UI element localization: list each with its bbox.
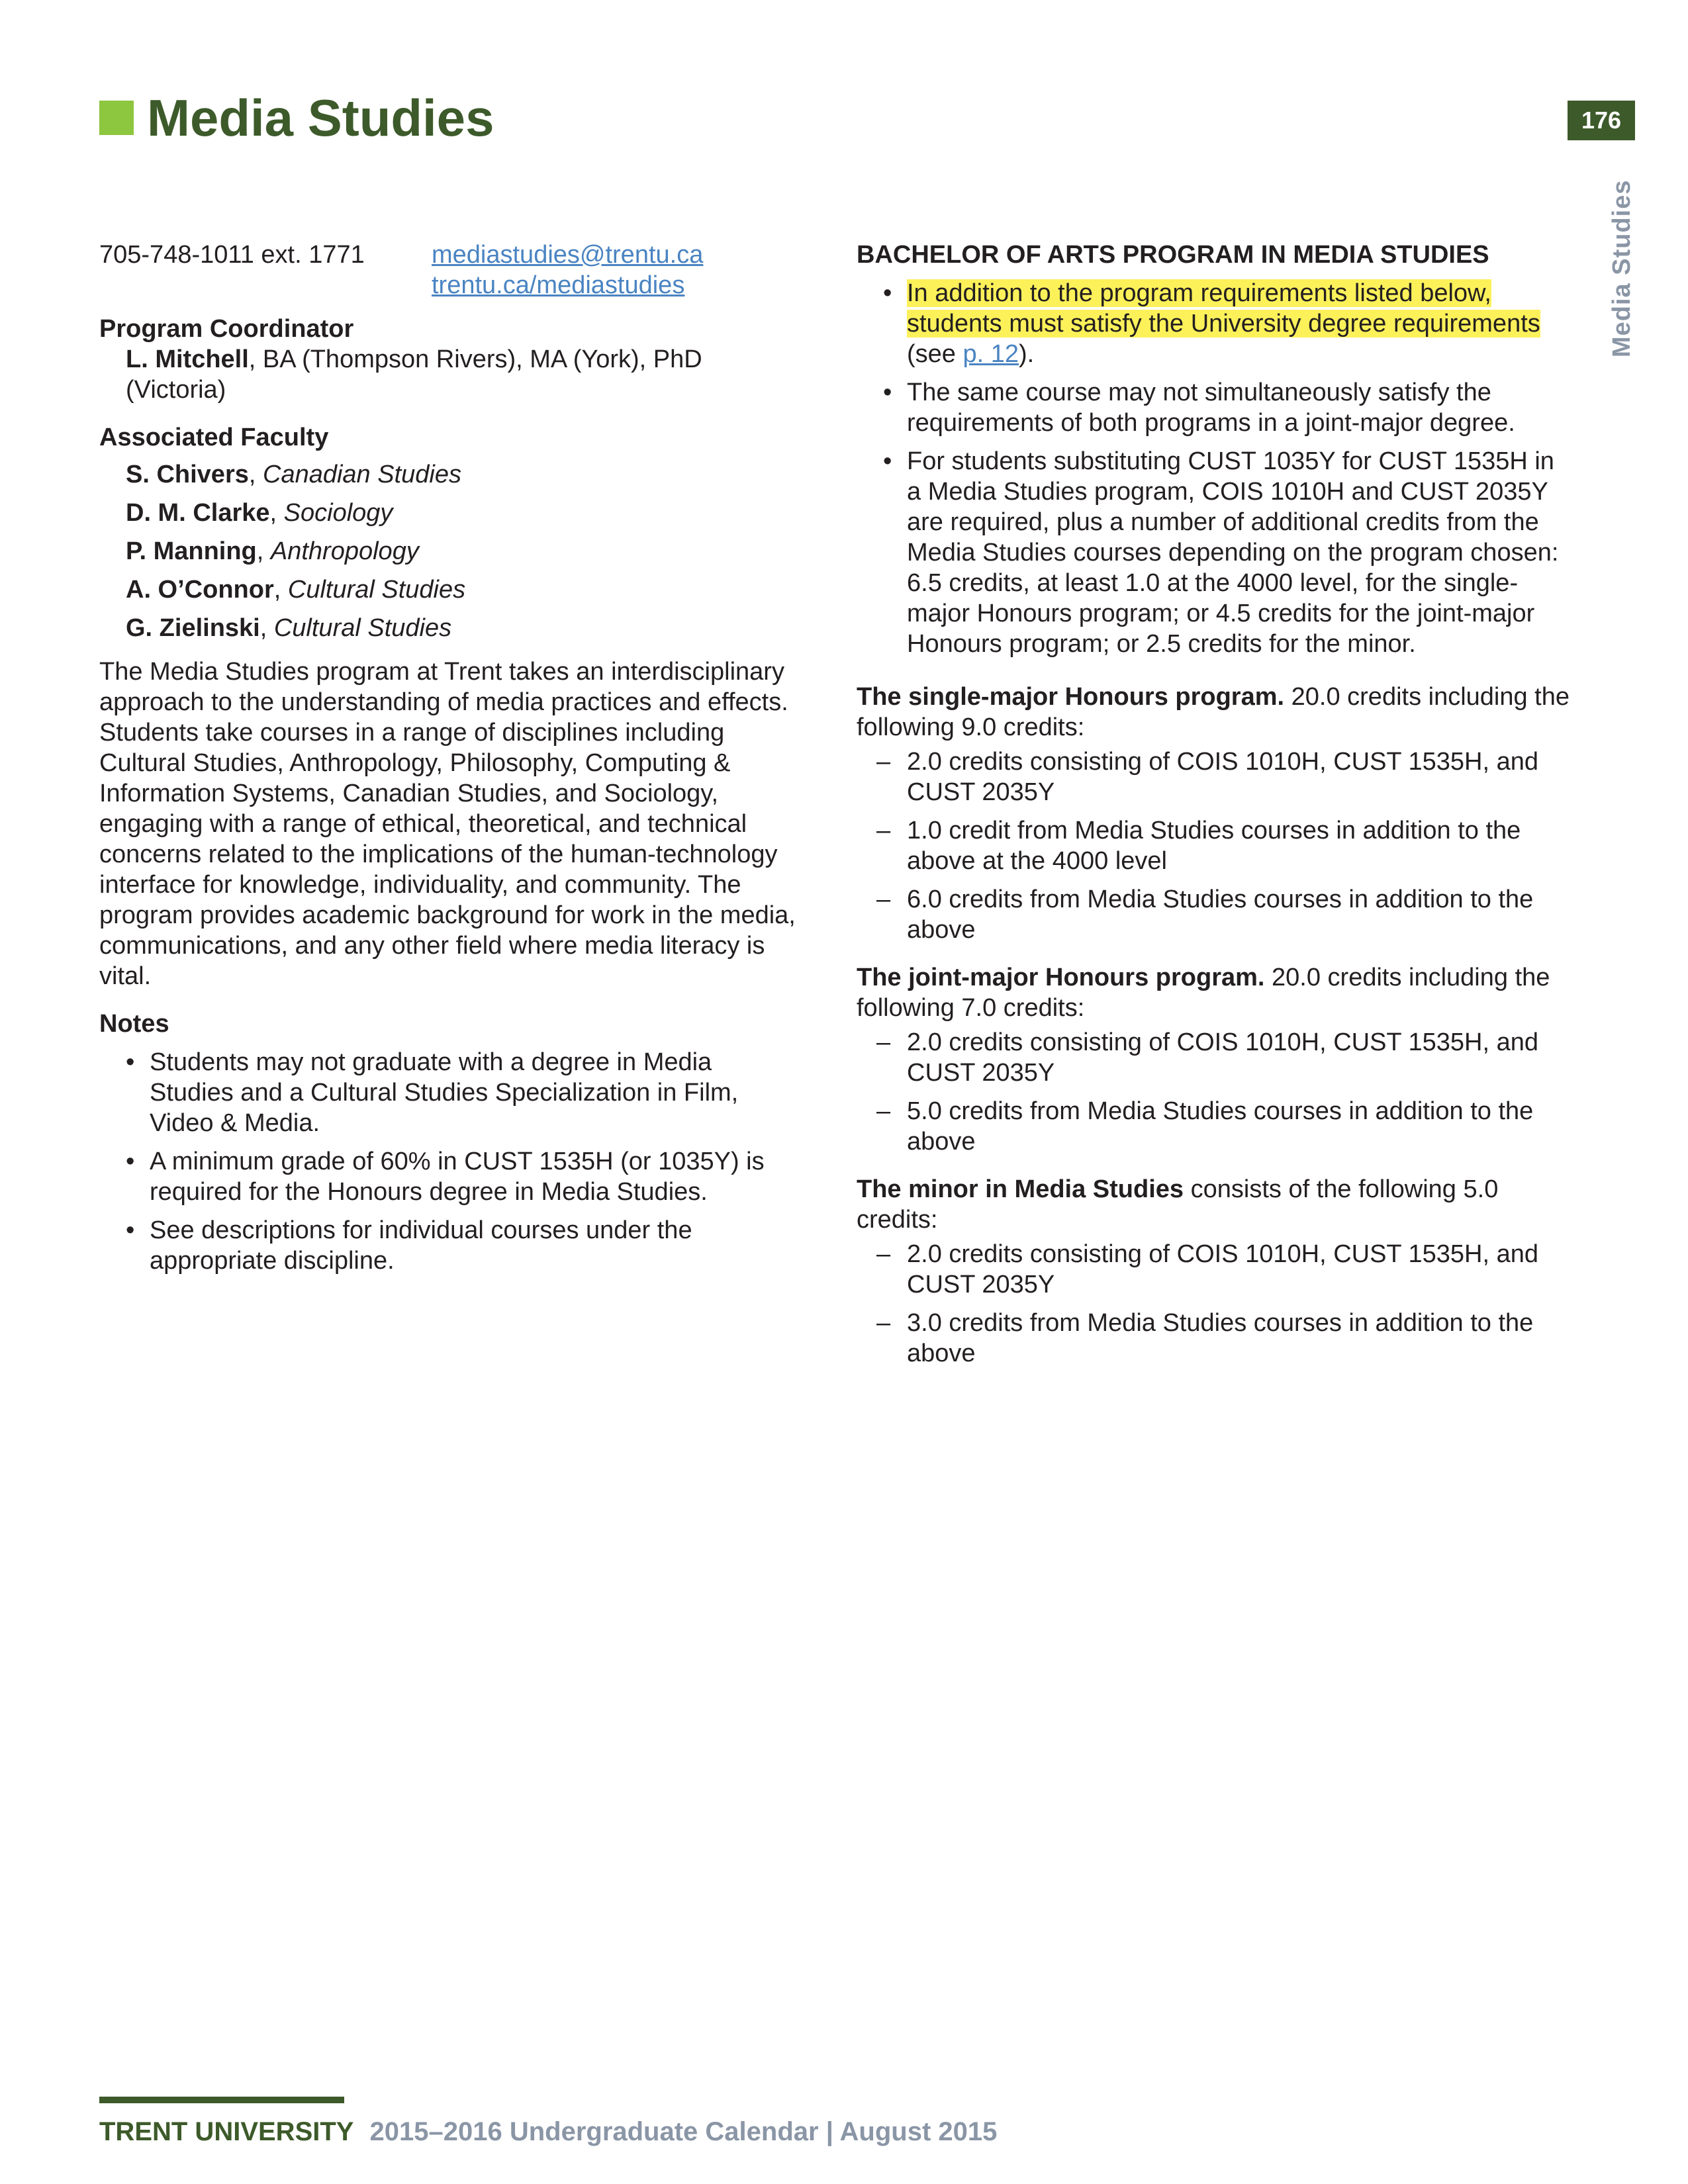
- single-major-section: [857, 682, 1571, 945]
- contact-block: [99, 240, 801, 307]
- note-text: A minimum grade of 60% in CUST 1535H (or 1035Y) is required for the Honours degree in Media Studies.: [150, 1148, 765, 1206]
- requirement-text: 6.0 credits from Media Studies courses in addition to the above: [907, 886, 1534, 944]
- coordinator-heading: Program Coordinator: [99, 315, 354, 343]
- faculty-name: P. Manning: [126, 537, 257, 565]
- ba-bullet: [857, 377, 1571, 438]
- highlighted-text: In addition to the program requirements listed below, students must satisfy the University degree requirements: [907, 279, 1540, 338]
- note-item: [99, 1215, 801, 1276]
- faculty-member: P. Manning, Anthropology: [126, 537, 419, 565]
- faculty-section: [99, 422, 801, 643]
- dash-icon: –: [876, 1240, 891, 1268]
- dash-icon: –: [876, 886, 891, 913]
- requirement-item: [857, 1096, 1571, 1157]
- note-item: [99, 1146, 801, 1207]
- dash-icon: –: [876, 748, 891, 776]
- faculty-name: A. O’Connor: [126, 576, 274, 604]
- faculty-dept: Canadian Studies: [263, 461, 461, 488]
- footer-university: TRENT UNIVERSITY: [99, 2117, 354, 2146]
- requirement-text: 2.0 credits consisting of COIS 1010H, CUST 1535H, and CUST 2035Y: [907, 1028, 1539, 1087]
- page-number-badge: 176: [1568, 101, 1635, 140]
- requirement-text: 2.0 credits consisting of COIS 1010H, CUST 1535H, and CUST 2035Y: [907, 748, 1539, 806]
- faculty-dept: Cultural Studies: [273, 614, 452, 642]
- bullet-icon: •: [883, 379, 892, 406]
- notes-heading: Notes: [99, 1010, 169, 1038]
- faculty-member: G. Zielinski, Cultural Studies: [126, 614, 452, 642]
- bullet-icon: •: [126, 1216, 135, 1244]
- faculty-dept: Sociology: [283, 499, 393, 527]
- requirement-item: [857, 815, 1571, 876]
- requirement-text: 3.0 credits from Media Studies courses in addition to the above: [907, 1309, 1534, 1367]
- coordinator-entry: [99, 344, 801, 405]
- faculty-member: D. M. Clarke, Sociology: [126, 499, 393, 527]
- side-section-label: Media Studies: [1608, 179, 1636, 357]
- ba-bullet: [857, 446, 1571, 659]
- requirement-text: 1.0 credit from Media Studies courses in addition to the above at the 4000 level: [907, 817, 1521, 875]
- joint-major-intro: [857, 962, 1571, 1023]
- note-text: See descriptions for individual courses under the appropriate discipline.: [150, 1216, 692, 1275]
- footer-calendar: 2015–2016 Undergraduate Calendar | August 2015: [369, 2117, 998, 2146]
- requirement-text: 2.0 credits consisting of COIS 1010H, CUST 1535H, and CUST 2035Y: [907, 1240, 1539, 1298]
- ba-bullet: [857, 278, 1571, 369]
- single-major-intro: [857, 682, 1571, 743]
- joint-major-section: [857, 962, 1571, 1157]
- faculty-name: S. Chivers: [126, 461, 249, 488]
- footer-rule: [99, 2097, 344, 2103]
- ba-heading: BACHELOR OF ARTS PROGRAM IN MEDIA STUDIES: [857, 241, 1489, 269]
- bullet-icon: •: [883, 279, 892, 307]
- ba-bullet-text: ).: [1019, 340, 1035, 368]
- bullet-icon: •: [126, 1148, 135, 1175]
- left-column: [99, 240, 801, 1288]
- title-square-icon: [99, 101, 134, 135]
- dash-icon: –: [876, 817, 891, 844]
- ba-requirements-list: [857, 278, 1571, 659]
- faculty-name: D. M. Clarke: [126, 499, 270, 527]
- website-link[interactable]: trentu.ca/mediastudies: [432, 271, 685, 299]
- program-title: The joint-major Honours program.: [857, 964, 1265, 991]
- note-text: Students may not graduate with a degree in Media Studies and a Cultural Studies Specialization in Film, Video & Media.: [150, 1048, 739, 1137]
- requirement-item: [857, 747, 1571, 807]
- minor-section: [857, 1174, 1571, 1369]
- coordinator-name: L. Mitchell: [126, 345, 249, 373]
- dash-icon: –: [876, 1028, 891, 1056]
- minor-intro: [857, 1174, 1571, 1235]
- intro-paragraph: The Media Studies program at Trent takes an interdisciplinary approach to the understanding of media practices and effects. Students take courses in a range of disciplines including Cultural Studies, Anthropology, Philosophy, Computing & Information Systems, Canadian Studies, and Sociology, engaging with a range of ethical, theoretical, and technical concerns related to the implications of the human-technology interface for knowledge, individuality, and community. The program provides academic background for work in the media, communications, and any other field where media literacy is vital.: [99, 658, 796, 990]
- faculty-heading: Associated Faculty: [99, 424, 329, 451]
- bullet-icon: •: [126, 1048, 135, 1076]
- coordinator-section: [99, 314, 801, 405]
- faculty-member: A. O’Connor, Cultural Studies: [126, 576, 466, 604]
- requirement-item: [857, 1027, 1571, 1088]
- ba-bullet-text: For students substituting CUST 1035Y for CUST 1535H in a Media Studies program, COIS 1010H and CUST 2035Y are required, plus a number of additional credits from the Media Studies courses depending on the program chosen: 6.5 credits, at least 1.0 at the 4000 level, for the single-major Honours program; or 4.5 credits for the joint-major Honours program; or 2.5 credits for the minor.: [907, 447, 1559, 658]
- faculty-name: G. Zielinski: [126, 614, 260, 642]
- program-title: The single-major Honours program.: [857, 683, 1285, 711]
- ba-bullet-text: The same course may not simultaneously satisfy the requirements of both programs in a joint-major degree.: [907, 379, 1515, 437]
- page-reference-link[interactable]: p. 12: [962, 340, 1019, 368]
- requirement-item: [857, 1308, 1571, 1369]
- email-link[interactable]: mediastudies@trentu.ca: [432, 241, 704, 269]
- faculty-dept: Cultural Studies: [287, 576, 466, 604]
- program-desc: 20.0 credits including the following 7.0 credits:: [857, 964, 1550, 1022]
- requirement-item: [857, 884, 1571, 945]
- phone-number: 705-748-1011 ext. 1771: [99, 241, 365, 269]
- dash-icon: –: [876, 1309, 891, 1337]
- note-item: [99, 1047, 801, 1138]
- dash-icon: –: [876, 1097, 891, 1125]
- requirement-text: 5.0 credits from Media Studies courses in addition to the above: [907, 1097, 1534, 1156]
- requirement-item: [857, 1239, 1571, 1300]
- program-title: The minor in Media Studies: [857, 1175, 1184, 1203]
- faculty-dept: Anthropology: [270, 537, 419, 565]
- notes-section: [99, 1009, 801, 1276]
- bullet-icon: •: [883, 447, 892, 475]
- footer: [99, 2115, 997, 2148]
- page-title: Media Studies: [147, 89, 494, 147]
- coordinator-credentials: , BA (Thompson Rivers), MA (York), PhD (Victoria): [126, 345, 702, 404]
- ba-bullet-text: (see: [907, 340, 963, 368]
- program-desc: consists of the following 5.0 credits:: [857, 1175, 1499, 1234]
- right-column: [857, 240, 1571, 1377]
- faculty-member: S. Chivers, Canadian Studies: [126, 461, 461, 488]
- program-desc: 20.0 credits including the following 9.0 credits:: [857, 683, 1570, 741]
